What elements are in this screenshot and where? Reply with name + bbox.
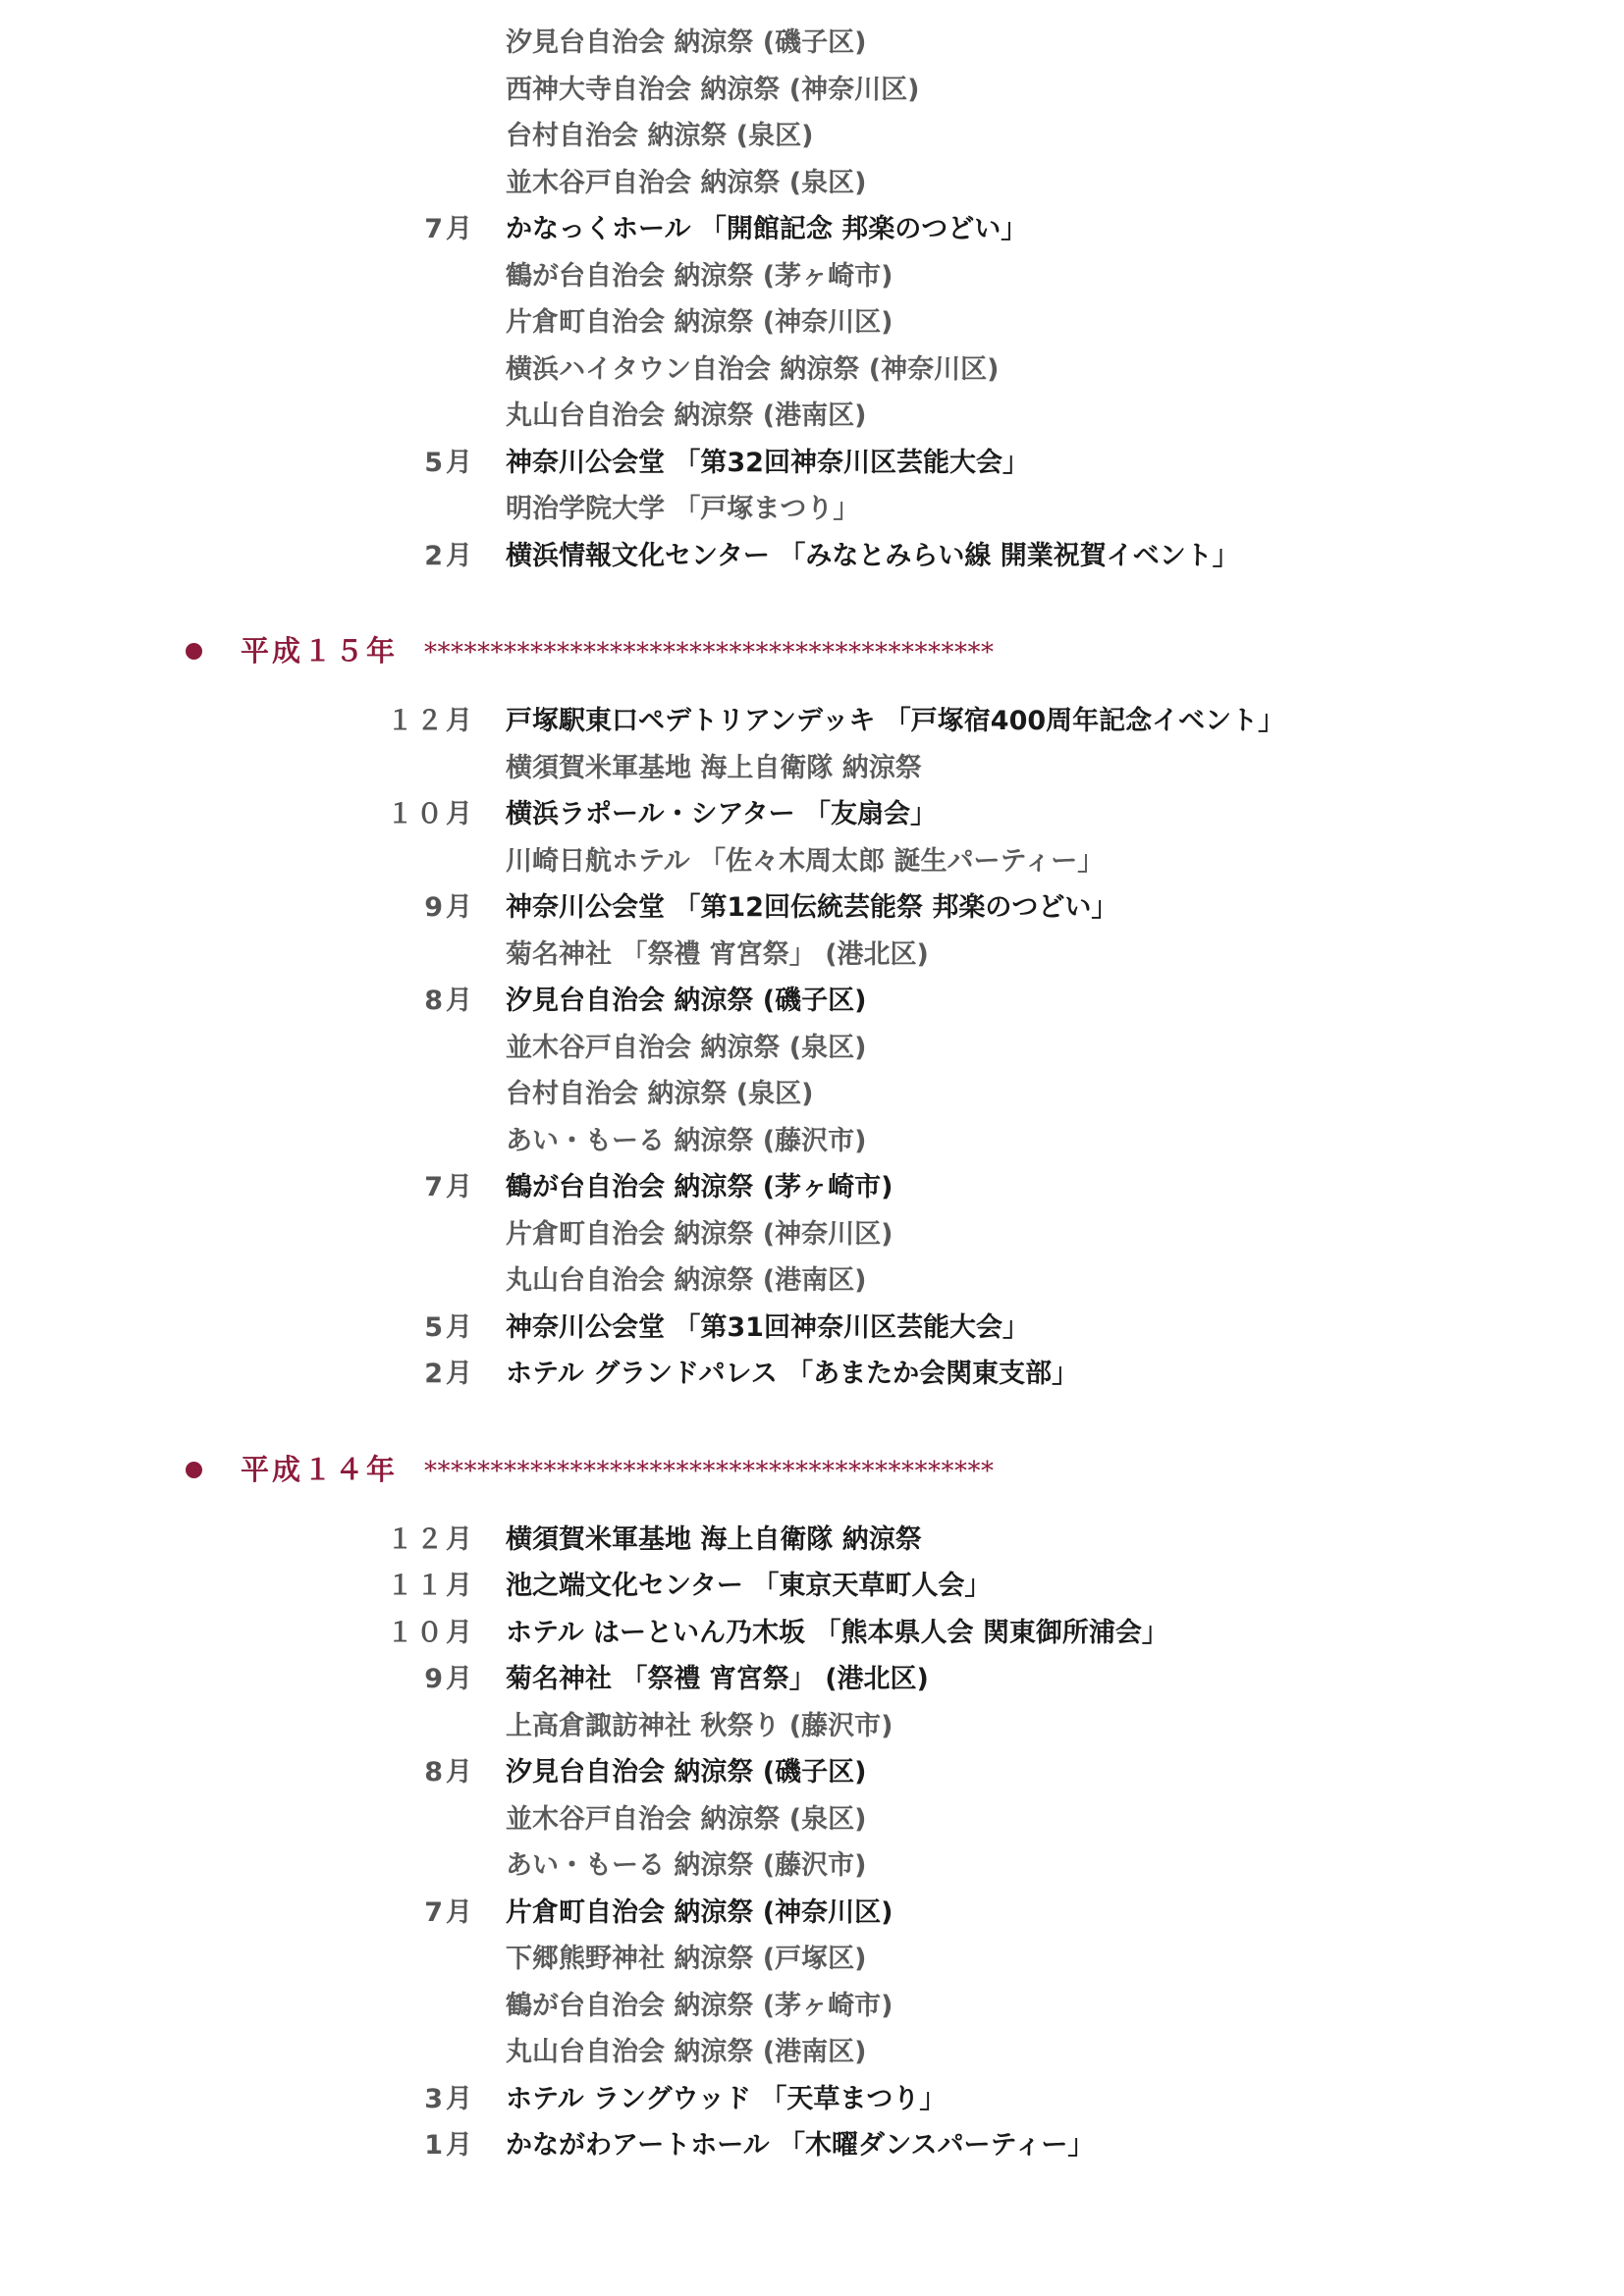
event-row <box>0 1071 1624 1118</box>
month-label: 5月 <box>424 1311 475 1343</box>
event-text: 西神大寺自治会 納涼祭 (神奈川区) <box>506 74 920 105</box>
event-text: 神奈川公会堂 「第31回神奈川区芸能大会」 <box>506 1311 1029 1343</box>
event-row <box>0 160 1624 207</box>
event-row <box>0 1257 1624 1305</box>
event-row <box>0 1890 1624 1937</box>
event-row <box>0 1164 1624 1211</box>
spacer <box>0 579 1624 609</box>
event-row <box>0 1610 1624 1657</box>
event-row <box>0 1025 1624 1072</box>
event-row <box>0 206 1624 253</box>
event-row <box>0 440 1624 487</box>
event-row <box>0 1656 1624 1703</box>
event-row <box>0 1563 1624 1610</box>
event-text: 片倉町自治会 納涼祭 (神奈川区) <box>506 307 893 338</box>
event-row <box>0 533 1624 580</box>
year-section-header <box>0 1427 1624 1512</box>
event-text: ホテル ラングウッド 「天草まつり」 <box>506 2083 947 2114</box>
event-text: あい・もーる 納涼祭 (藤沢市) <box>506 1850 867 1881</box>
event-row <box>0 1842 1624 1890</box>
event-text: ホテル はーといん乃木坂 「熊本県人会 関東御所浦会」 <box>506 1617 1168 1648</box>
month-label: 1月 <box>424 2130 475 2161</box>
event-text: 片倉町自治会 納涼祭 (神奈川区) <box>506 1218 893 1250</box>
event-text: 池之端文化センター 「東京天草町人会」 <box>506 1571 992 1601</box>
month-label: 2月 <box>424 540 475 571</box>
event-row <box>0 299 1624 347</box>
month-label: 3月 <box>424 2083 475 2114</box>
event-row <box>0 1118 1624 1165</box>
bullet-icon <box>186 643 202 660</box>
event-row <box>0 1517 1624 1564</box>
event-text: あい・もーる 納涼祭 (藤沢市) <box>506 1125 867 1156</box>
event-text: 神奈川公会堂 「第12回伝統芸能祭 邦楽のつどい」 <box>506 892 1118 923</box>
event-row <box>0 486 1624 533</box>
event-text: かながわアートホール 「木曜ダンスパーティー」 <box>506 2130 1095 2161</box>
month-label: １０月 <box>387 799 475 829</box>
event-text: 丸山台自治会 納涼祭 (港南区) <box>506 400 867 431</box>
event-text: 横須賀米軍基地 海上自衛隊 納涼祭 <box>506 1523 922 1555</box>
event-row <box>0 838 1624 885</box>
event-row <box>0 347 1624 394</box>
event-row <box>0 1749 1624 1796</box>
event-text: 横須賀米軍基地 海上自衛隊 納涼祭 <box>506 752 922 783</box>
event-row <box>0 1703 1624 1750</box>
event-text: 並木谷戸自治会 納涼祭 (泉区) <box>506 167 867 198</box>
month-label: 8月 <box>424 1757 475 1788</box>
event-row <box>0 1983 1624 2030</box>
year-heading: 平成１５年 <box>241 634 399 667</box>
event-text: 台村自治会 納涼祭 (泉区) <box>506 1079 814 1109</box>
event-text: 川崎日航ホテル 「佐々木周太郎 誕生パーティー」 <box>506 845 1105 877</box>
event-text: 上高倉諏訪神社 秋祭り (藤沢市) <box>506 1710 893 1741</box>
year-section-header <box>0 609 1624 693</box>
event-row <box>0 1211 1624 1258</box>
event-row <box>0 253 1624 300</box>
month-label: １２月 <box>387 1523 475 1555</box>
event-text: 鶴が台自治会 納涼祭 (茅ヶ崎市) <box>506 260 893 292</box>
event-text: 並木谷戸自治会 納涼祭 (泉区) <box>506 1032 867 1063</box>
event-row <box>0 2029 1624 2076</box>
event-text: 明治学院大学 「戸塚まつり」 <box>506 494 860 524</box>
event-text: 下郷熊野神社 納涼祭 (戸塚区) <box>506 1944 867 1974</box>
event-text: 戸塚駅東口ペデトリアンデッキ 「戸塚宿400周年記念イベント」 <box>506 706 1285 736</box>
month-label: 5月 <box>424 447 475 478</box>
event-text: 台村自治会 納涼祭 (泉区) <box>506 121 814 151</box>
month-label: １０月 <box>387 1617 475 1648</box>
month-label: 9月 <box>424 892 475 923</box>
event-text: 横浜ラポール・シアター 「友扇会」 <box>506 799 937 829</box>
month-label: 7月 <box>424 1896 475 1928</box>
event-row <box>0 113 1624 160</box>
decorative-divider: ******************************************* <box>424 1456 995 1486</box>
month-label: １１月 <box>387 1571 475 1601</box>
event-text: 横浜ハイタウン自治会 納涼祭 (神奈川区) <box>506 353 1000 385</box>
event-text: 神奈川公会堂 「第32回神奈川区芸能大会」 <box>506 447 1029 478</box>
event-text: 片倉町自治会 納涼祭 (神奈川区) <box>506 1896 893 1928</box>
event-row <box>0 791 1624 838</box>
event-row <box>0 2076 1624 2123</box>
event-row <box>0 884 1624 932</box>
event-row <box>0 1796 1624 1843</box>
event-row <box>0 67 1624 114</box>
event-text: 鶴が台自治会 納涼祭 (茅ヶ崎市) <box>506 1990 893 2021</box>
event-text: 丸山台自治会 納涼祭 (港南区) <box>506 2037 867 2067</box>
event-row <box>0 1936 1624 1983</box>
event-row <box>0 978 1624 1025</box>
event-text: 並木谷戸自治会 納涼祭 (泉区) <box>506 1803 867 1835</box>
month-label: 2月 <box>424 1359 475 1389</box>
event-text: 丸山台自治会 納涼祭 (港南区) <box>506 1265 867 1296</box>
month-label: 7月 <box>424 1172 475 1202</box>
event-text: 菊名神社 「祭禮 宵宮祭」 (港北区) <box>506 1664 929 1694</box>
event-text: ホテル グランドパレス 「あまたか会関東支部」 <box>506 1359 1079 1389</box>
event-text: 鶴が台自治会 納涼祭 (茅ヶ崎市) <box>506 1172 893 1202</box>
event-row <box>0 2122 1624 2169</box>
bullet-icon <box>186 1462 202 1478</box>
spacer <box>0 1398 1624 1427</box>
event-text: 汐見台自治会 納涼祭 (磯子区) <box>506 1757 867 1788</box>
event-text: 汐見台自治会 納涼祭 (磯子区) <box>506 986 867 1016</box>
event-text: 汐見台自治会 納涼祭 (磯子区) <box>506 27 867 58</box>
event-text: 菊名神社 「祭禮 宵宮祭」 (港北区) <box>506 938 929 970</box>
event-row <box>0 393 1624 440</box>
event-text: かなっくホール 「開館記念 邦楽のつどい」 <box>506 214 1028 244</box>
event-text: 横浜情報文化センター 「みなとみらい線 開業祝賀イベント」 <box>506 540 1239 571</box>
decorative-divider: ******************************************* <box>424 638 995 667</box>
event-row <box>0 1305 1624 1352</box>
event-row <box>0 745 1624 792</box>
month-label: 7月 <box>424 214 475 244</box>
event-row <box>0 20 1624 67</box>
event-row <box>0 698 1624 745</box>
event-row <box>0 1351 1624 1398</box>
month-label: １２月 <box>387 706 475 736</box>
month-label: 9月 <box>424 1664 475 1694</box>
month-label: 8月 <box>424 986 475 1016</box>
year-heading: 平成１４年 <box>241 1452 399 1486</box>
event-row <box>0 932 1624 979</box>
